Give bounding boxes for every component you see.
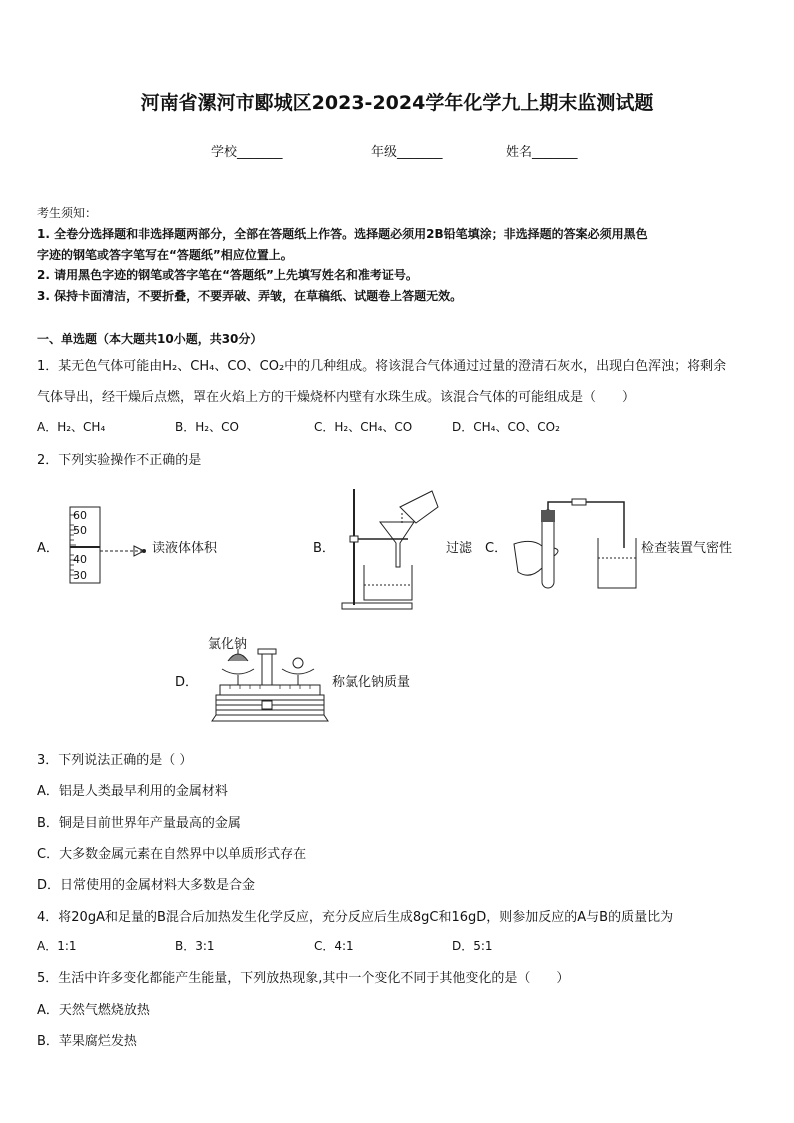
page-title: 河南省漯河市郾城区2023-2024学年化学九上期末监测试题: [140, 92, 654, 114]
notice-item-1: 1. 全卷分选择题和非选择题两部分，全部在答题纸上作答。选择题必须用2B铅笔填涂；非选择题的答案必须用黑色: [37, 227, 648, 241]
q3-option-a: A．铝是人类最早利用的金属材料: [37, 784, 228, 799]
q2-a-text: 读液体体积: [152, 541, 218, 556]
q1-stem-line2: 气体导出，经干燥后点燃，罩在火焰上方的干燥烧杯内壁有水珠生成。该混合气体的可能组成是（ ）: [37, 390, 636, 405]
q4-stem: 4．将20gA和足量的B混合后加热发生化学反应，充分反应后生成8gC和16gD，则参加反应的A与B的质量比为: [37, 910, 674, 925]
q2-a-label: A．: [37, 541, 59, 556]
tick-label-30: 30: [73, 569, 87, 582]
q1-option-c: C．H₂、CH₄、CO: [314, 420, 413, 434]
q1-stem-line1: 1．某无色气体可能由H₂、CH₄、CO、CO₂中的几种组成。将该混合气体通过过量的澄清石灰水，出现白色浑浊；将剩余: [37, 359, 727, 374]
notice-item-3: 3. 保持卡面清洁，不要折叠，不要弄破、弄皱，在草稿纸、试题卷上答题无效。: [37, 289, 463, 303]
q2-c-label: C．: [485, 541, 508, 556]
q3-stem: 3．下列说法正确的是（ ）: [37, 753, 193, 768]
notice-heading: 考生须知：: [37, 206, 98, 220]
q2-d-text: 称氯化钠质量: [332, 675, 411, 690]
name-field: 姓名_______: [506, 145, 578, 160]
airtightness-figure: [512, 498, 637, 593]
notice-item-2: 2. 请用黑色字迹的钢笔或答字笔在“答题纸”上先填写姓名和准考证号。: [37, 268, 418, 282]
q4-option-a: A．1:1: [37, 939, 77, 953]
q3-option-d: D．日常使用的金属材料大多数是合金: [37, 878, 256, 893]
tick-label-60: 60: [73, 509, 87, 522]
q4-option-d: D．5:1: [452, 939, 493, 953]
filtration-figure: [338, 487, 443, 612]
q5-stem: 5．生活中许多变化都能产生能量，下列放热现象,其中一个变化不同于其他变化的是（ ）: [37, 971, 570, 986]
q2-b-label: B．: [313, 541, 335, 556]
q2-c-text: 检查装置气密性: [641, 541, 733, 556]
q5-option-b: B．苹果腐烂发热: [37, 1034, 137, 1049]
q1-option-b: B．H₂、CO: [175, 420, 239, 434]
school-field: 学校_______: [211, 145, 283, 160]
q4-option-c: C．4:1: [314, 939, 354, 953]
q2-d-label: D．: [175, 675, 199, 690]
q1-option-d: D．CH₄、CO、CO₂: [452, 420, 560, 434]
q2-stem: 2．下列实验操作不正确的是: [37, 453, 202, 468]
q2-b-text: 过滤: [446, 541, 473, 556]
q1-option-a: A．H₂、CH₄: [37, 420, 106, 434]
grade-field: 年级_______: [371, 145, 443, 160]
q3-option-c: C．大多数金属元素在自然界中以单质形式存在: [37, 847, 307, 862]
notice-item-1-cont: 字迹的钢笔或答字笔写在“答题纸”相应位置上。: [37, 248, 293, 262]
section-heading: 一、单选题（本大题共10小题，共30分）: [37, 332, 263, 346]
q5-option-a: A．天然气燃烧放热: [37, 1003, 150, 1018]
balance-figure: [210, 645, 332, 730]
tick-label-50: 50: [73, 524, 87, 537]
tick-label-40: 40: [73, 553, 87, 566]
q3-option-b: B．铜是目前世界年产量最高的金属: [37, 816, 241, 831]
q2-d-top-label: 氯化钠: [208, 637, 248, 652]
q4-option-b: B．3:1: [175, 939, 215, 953]
